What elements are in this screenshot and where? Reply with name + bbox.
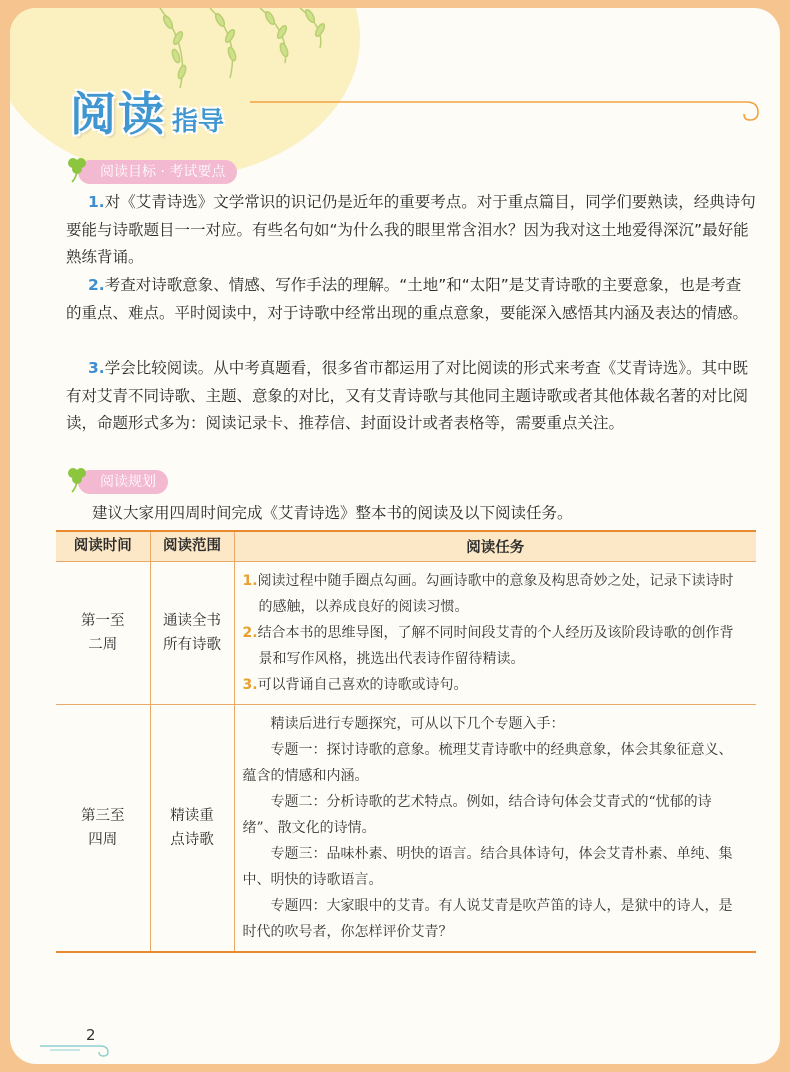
item-number: 1. [88, 193, 105, 211]
row-scope: 精读重点诗歌 [170, 807, 214, 848]
clover-icon [64, 464, 92, 494]
row-scope: 通读全书所有诗歌 [163, 612, 221, 653]
task-intro: 精读后进行专题探究，可从以下几个专题入手： [270, 715, 565, 732]
task-number: 2. [242, 624, 258, 641]
plan-intro: 建议大家用四周时间完成《艾青诗选》整本书的阅读及以下阅读任务。 [92, 504, 573, 522]
header-scope: 阅读范围 [150, 531, 234, 561]
task-text: 结合本书的思维导图，了解不同时间段艾青的个人经历及该阶段诗歌的创作背景和写作风格，挑选出代表诗作留待精读。 [257, 624, 734, 667]
item-number: 2. [88, 276, 105, 294]
item-number: 3. [88, 359, 105, 377]
table-row [56, 704, 756, 952]
title-main: 阅读 [70, 87, 166, 141]
tag-label: 阅读目标 · 考试要点 [100, 164, 226, 180]
clover-icon [64, 154, 92, 184]
task-number: 3. [242, 676, 258, 693]
item-text: 对《艾青诗选》文学常识的识记仍是近年的重要考点。对于重点篇目，同学们要熟读，经典诗句要能与诗歌题目一一对应。有些名句如“为什么我的眼里常含泪水？因为我对这土地爱得深沉”最好能熟练背诵。 [66, 193, 756, 266]
task-item [243, 620, 747, 672]
book-page [10, 8, 780, 1064]
row-time: 第三至四周 [81, 807, 125, 848]
header-task: 阅读任务 [234, 531, 756, 561]
task-text: 阅读过程中随手圈点勾画。勾画诗歌中的意象及构思奇妙之处，记录下读诗时的感触，以养成良好的阅读习惯。 [257, 572, 734, 615]
goal-item-3 [66, 355, 756, 438]
topic-item: 专题二：分析诗歌的艺术特点。例如，结合诗句体会艾青式的“忧郁的诗绪”、散文化的诗情。 [242, 793, 712, 836]
page-number: 2 [86, 1026, 96, 1044]
topic-item: 专题一：探讨诗歌的意象。梳理艾青诗歌中的经典意象，体会其象征意义、蕴含的情感和内涵。 [242, 741, 733, 784]
tag-reading-goals [78, 160, 237, 184]
row-tasks [234, 561, 756, 704]
title-sub: 指导 [172, 107, 225, 137]
footer-swirl [40, 1038, 130, 1058]
goal-item-2 [66, 272, 756, 327]
title-underline [250, 98, 770, 128]
reading-plan-table [56, 530, 756, 953]
topic-item: 专题四：大家眼中的艾青。有人说艾青是吹芦笛的诗人，是狱中的诗人，是时代的吹号者，你怎样评价艾青？ [242, 897, 733, 940]
table-row [56, 561, 756, 704]
task-number: 1. [242, 572, 258, 589]
header-time: 阅读时间 [56, 531, 150, 561]
item-text: 考查对诗歌意象、情感、写作手法的理解。“土地”和“太阳”是艾青诗歌的主要意象，也是考查的重点、难点。平时阅读中，对于诗歌中经常出现的重点意象，要能深入感悟其内涵及表达的情感。 [66, 276, 749, 322]
row-time: 第一至二周 [81, 612, 125, 653]
topic-item: 专题三：品味朴素、明快的语言。结合具体诗句，体会艾青朴素、单纯、集中、明快的诗歌语言。 [242, 845, 733, 888]
item-text: 学会比较阅读。从中考真题看，很多省市都运用了对比阅读的形式来考查《艾青诗选》。其中既有对艾青不同诗歌、主题、意象的对比，又有艾青诗歌与其他同主题诗歌或者其他体裁名著的对比阅读，命题形式多为：阅读记录卡、推荐信、封面设计或者表格等，需要重点关注。 [66, 359, 749, 432]
tag-label: 阅读规划 [100, 474, 156, 490]
task-text: 可以背诵自己喜欢的诗歌或诗句。 [257, 676, 468, 693]
table-header-row [56, 531, 756, 561]
page-title [70, 78, 224, 144]
row-tasks [234, 704, 756, 952]
tag-reading-plan [78, 470, 168, 494]
task-item [243, 672, 747, 698]
goal-item-1 [66, 189, 756, 272]
task-item [243, 568, 747, 620]
